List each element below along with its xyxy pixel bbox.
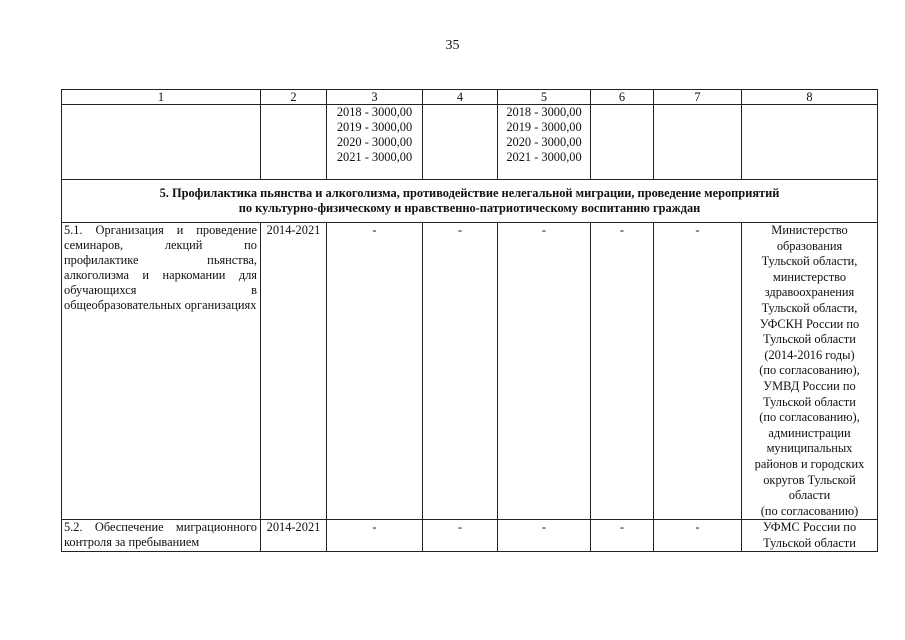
value-cell: -: [654, 520, 742, 552]
column-number: 2: [261, 90, 327, 105]
column-number-row: [62, 90, 878, 105]
section-heading-line: по культурно-физическому и нравственно-патриотическому воспитанию граждан: [238, 201, 701, 215]
executor-line: Министерство: [771, 223, 848, 237]
executor-line: УФСКН России по: [759, 316, 860, 331]
value-cell: -: [498, 520, 591, 552]
empty-cell: [654, 105, 742, 180]
executor-line: здравоохранения: [764, 285, 855, 300]
executor-line: (по согласованию): [760, 503, 859, 518]
task-description: 5.2. Обеспечение миграционного контроля за пребыванием: [62, 520, 261, 552]
column-number: 7: [654, 90, 742, 105]
column-number: 5: [498, 90, 591, 105]
executor-line: администрации: [768, 425, 851, 440]
executor-line: Тульской области,: [761, 254, 858, 269]
executor-line: Тульской области: [763, 394, 856, 409]
executor-line: образования: [776, 238, 843, 253]
executor-line: районов и городских: [754, 456, 865, 471]
funding-line: 2018 - 3000,00: [336, 105, 413, 119]
executor-line: области: [788, 488, 831, 503]
value-cell: -: [498, 223, 591, 520]
section-heading: [62, 180, 878, 223]
period-cell: 2014-2021: [261, 520, 327, 552]
value-cell: -: [591, 223, 654, 520]
executor-line: округов Тульской: [763, 472, 856, 487]
empty-cell: [591, 105, 654, 180]
task-description: 5.1. Организация и проведение семинаров, лекций по профилактике пьянства, алкоголизма и наркомании для обучающихся в общеобразовательных организациях: [62, 223, 261, 520]
period-cell: 2014-2021: [261, 223, 327, 520]
column-number: 8: [742, 90, 878, 105]
executor-line: Тульской области: [763, 332, 856, 347]
table-row: [62, 223, 878, 520]
funding-line: 2018 - 3000,00: [506, 105, 582, 119]
value-cell: -: [327, 223, 423, 520]
value-cell: -: [654, 223, 742, 520]
empty-cell: [62, 105, 261, 180]
program-table: [61, 89, 878, 552]
funding-col5-cell: [498, 105, 591, 180]
executor-line: УМВД России по: [763, 378, 856, 393]
value-cell: -: [423, 223, 498, 520]
empty-cell: [423, 105, 498, 180]
empty-cell: [742, 105, 878, 180]
column-number: 1: [62, 90, 261, 105]
executor-line: министерство: [772, 269, 847, 284]
funding-line: 2020 - 3000,00: [506, 135, 582, 149]
column-number: 4: [423, 90, 498, 105]
section-heading-line: 5. Профилактика пьянства и алкоголизма, противодействие нелегальной миграции, проведение мероприятий: [159, 186, 780, 200]
executor-line: (по согласованию),: [759, 410, 860, 425]
value-cell: -: [423, 520, 498, 552]
executor-line: УФМС России по: [762, 520, 857, 535]
executor-line: муниципальных: [766, 441, 853, 456]
executor-line: (по согласованию),: [759, 363, 860, 378]
page-number: 35: [445, 38, 460, 53]
executor-line: (2014-2016 годы): [764, 347, 855, 362]
funding-line: 2020 - 3000,00: [336, 135, 413, 149]
executor-line: Тульской области: [763, 535, 856, 550]
executor-cell: [742, 520, 878, 552]
funding-line: 2019 - 3000,00: [336, 120, 413, 134]
executor-cell: [742, 223, 878, 520]
funding-line: 2021 - 3000,00: [506, 150, 582, 164]
executor-line: Тульской области,: [761, 300, 858, 315]
funding-col3-cell: [327, 105, 423, 180]
empty-cell: [261, 105, 327, 180]
column-number: 3: [327, 90, 423, 105]
funding-line: 2019 - 3000,00: [506, 120, 582, 134]
table-row: [62, 520, 878, 552]
column-number: 6: [591, 90, 654, 105]
funding-line: 2021 - 3000,00: [336, 150, 413, 164]
value-cell: -: [327, 520, 423, 552]
value-cell: -: [591, 520, 654, 552]
funding-continuation-row: [62, 105, 878, 180]
section-heading-row: [62, 180, 878, 223]
